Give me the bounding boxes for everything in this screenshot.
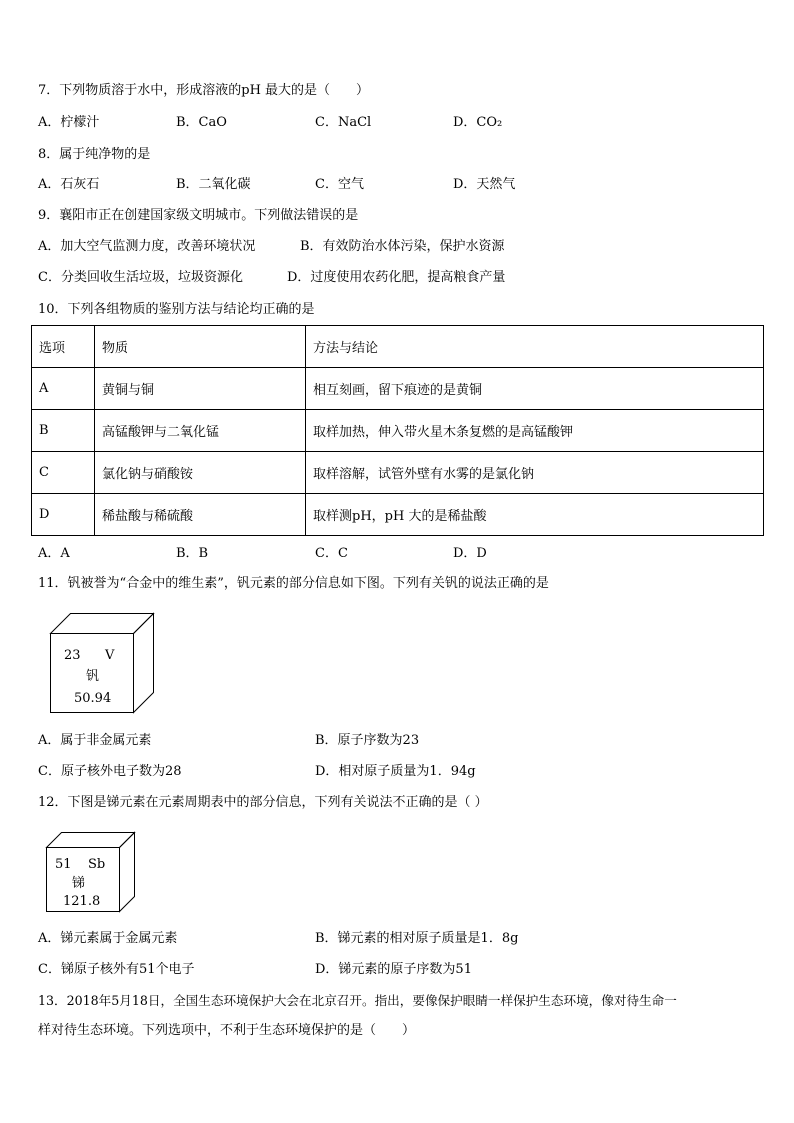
- q12-option-c: C．锑原子核外有51个电子: [38, 962, 195, 977]
- element-name: 钒: [86, 669, 100, 684]
- q9-option-d: D．过度使用农药化肥，提高粮食产量: [287, 270, 506, 285]
- q9-option-b: B．有效防治水体污染，保护水资源: [300, 239, 505, 254]
- table-header-cell: 方法与结论: [306, 326, 764, 368]
- q8-stem: 8．属于纯净物的是: [38, 147, 151, 162]
- q12-option-d: D．锑元素的原子序数为51: [315, 962, 472, 977]
- q10-option-c: C．C: [315, 546, 348, 561]
- table-row: [32, 368, 764, 410]
- q12-option-a: A．锑元素属于金属元素: [38, 931, 178, 946]
- q7-option-a: A．柠檬汁: [38, 115, 100, 130]
- table-cell: 黄铜与铜: [95, 368, 306, 410]
- q10-option-b: B．B: [176, 546, 209, 561]
- table-cell: 取样溶解，试管外壁有水雾的是氯化钠: [306, 452, 764, 494]
- q7-option-d: D．CO₂: [453, 115, 503, 130]
- table-row: [32, 494, 764, 536]
- q10-stem: 10．下列各组物质的鉴别方法与结论均正确的是: [38, 302, 315, 317]
- q7-stem: 7．下列物质溶于水中，形成溶液的pH 最大的是（ ）: [38, 83, 370, 98]
- q8-option-c: C．空气: [315, 177, 364, 192]
- q7-option-c: C．NaCl: [315, 115, 372, 130]
- table-cell: 高锰酸钾与二氧化锰: [95, 410, 306, 452]
- q11-option-b: B．原子序数为23: [315, 733, 420, 748]
- q13-stem-line1: 13．2018年5月18日，全国生态环境保护大会在北京召开。指出，要像保护眼睛一样保护生态环境，像对待生命一: [38, 993, 677, 1008]
- antimony-element-card: [44, 830, 137, 914]
- table-cell: 相互刻画，留下痕迹的是黄铜: [306, 368, 764, 410]
- q12-option-b: B．锑元素的相对原子质量是1．8g: [315, 931, 519, 946]
- q11-option-a: A．属于非金属元素: [38, 733, 152, 748]
- table-cell: 氯化钠与硝酸铵: [95, 452, 306, 494]
- element-symbol: V: [105, 648, 115, 663]
- table-cell: 取样加热，伸入带火星木条复燃的是高锰酸钾: [306, 410, 764, 452]
- q10-option-a: A．A: [38, 546, 70, 561]
- q11-stem: 11．钒被誉为“合金中的维生素”，钒元素的部分信息如下图。下列有关钒的说法正确的是: [38, 576, 549, 591]
- q7-option-b: B．CaO: [176, 115, 227, 130]
- element-atomic-number: 51: [55, 857, 72, 872]
- element-atomic-mass: 121.8: [63, 894, 101, 909]
- vanadium-element-card: [48, 611, 156, 715]
- q11-option-d: D．相对原子质量为1．94g: [315, 764, 476, 779]
- element-name: 锑: [72, 876, 86, 891]
- table-cell: B: [32, 410, 95, 452]
- table-row: [32, 452, 764, 494]
- element-symbol: Sb: [88, 857, 106, 872]
- table-cell: C: [32, 452, 95, 494]
- q8-option-a: A．石灰石: [38, 177, 100, 192]
- q13-stem-line2: 样对待生态环境。下列选项中，不利于生态环境保护的是（ ）: [38, 1023, 416, 1038]
- table-cell: 稀盐酸与稀硫酸: [95, 494, 306, 536]
- table-cell: A: [32, 368, 95, 410]
- table-header-row: [32, 326, 764, 368]
- table-cell: D: [32, 494, 95, 536]
- q9-stem: 9．襄阳市正在创建国家级文明城市。下列做法错误的是: [38, 208, 359, 223]
- q9-option-a: A．加大空气监测力度，改善环境状况: [38, 239, 256, 254]
- q9-option-c: C．分类回收生活垃圾，垃圾资源化: [38, 270, 243, 285]
- table-header-cell: 选项: [32, 326, 95, 368]
- table-row: [32, 410, 764, 452]
- element-atomic-mass: 50.94: [74, 691, 112, 706]
- q8-option-d: D．天然气: [453, 177, 516, 192]
- table-cell: 取样测pH，pH 大的是稀盐酸: [306, 494, 764, 536]
- q10-table: [31, 325, 764, 536]
- q10-option-d: D．D: [453, 546, 487, 561]
- element-atomic-number: 23: [64, 648, 81, 663]
- q12-stem: 12．下图是锑元素在元素周期表中的部分信息，下列有关说法不正确的是（ ）: [38, 795, 488, 810]
- q11-option-c: C．原子核外电子数为28: [38, 764, 182, 779]
- table-header-cell: 物质: [95, 326, 306, 368]
- q8-option-b: B．二氧化碳: [176, 177, 251, 192]
